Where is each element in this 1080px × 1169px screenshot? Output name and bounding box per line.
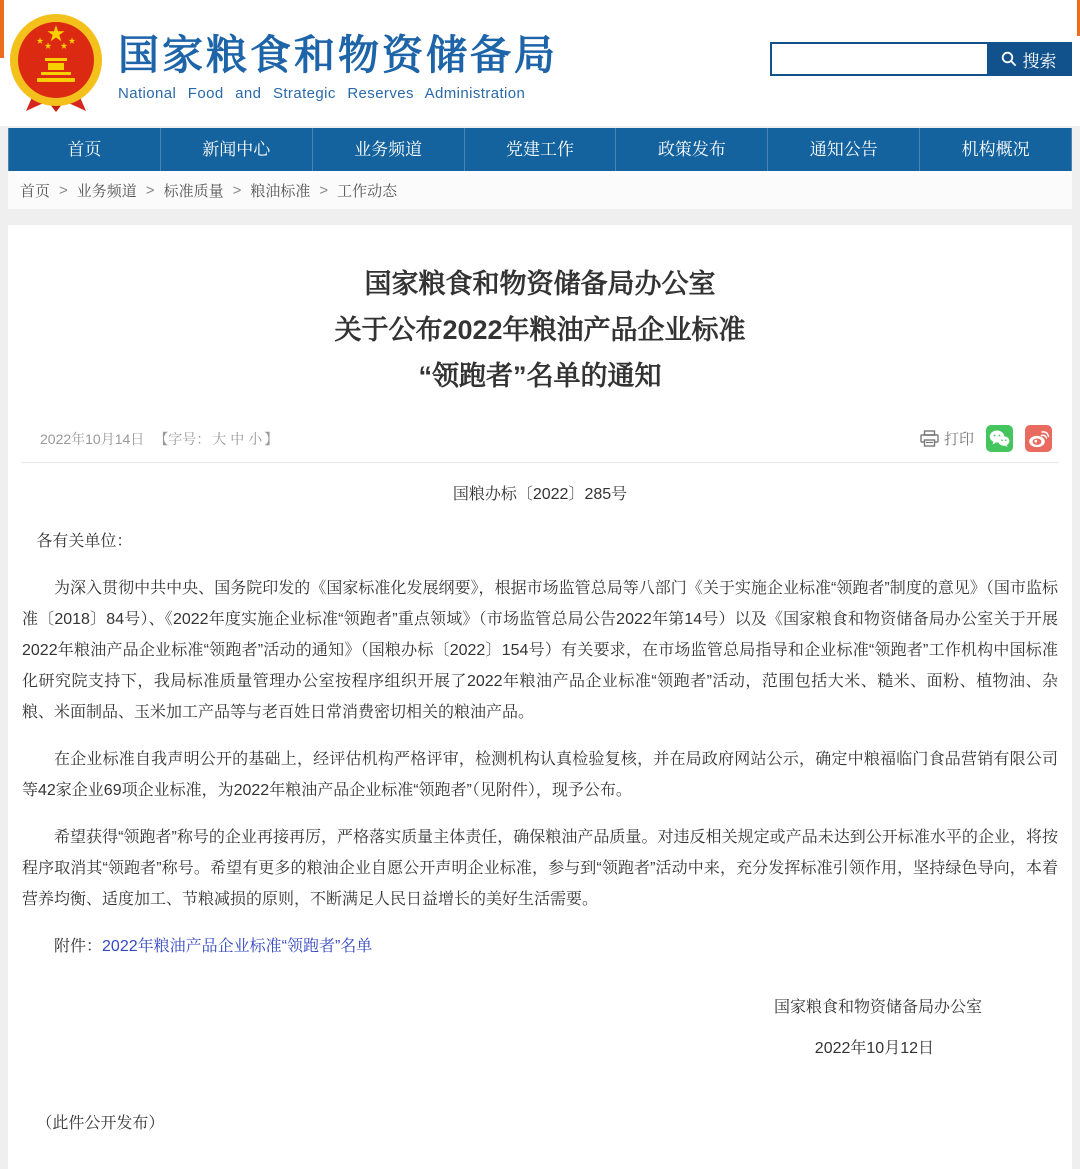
- site-title-block: [118, 25, 558, 102]
- site-name-en: National Food and Strategic Reserves Administration: [118, 84, 526, 102]
- print-button[interactable]: [920, 428, 974, 449]
- share-wechat-button[interactable]: [986, 425, 1013, 452]
- article-title: [22, 261, 1058, 399]
- main-nav: [8, 128, 1072, 171]
- weibo-icon: [1028, 429, 1049, 448]
- font-size-small[interactable]: 小: [248, 430, 263, 447]
- search-input[interactable]: [772, 44, 987, 74]
- search-button[interactable]: [987, 44, 1070, 74]
- search-button-label: 搜索: [1022, 51, 1057, 71]
- signature-organization: 国家粮食和物资储备局办公室: [773, 999, 982, 1016]
- page-edge-accent-left: [0, 0, 4, 58]
- article-meta-right: [920, 425, 1052, 452]
- article-card: [8, 225, 1072, 1169]
- attachment-link[interactable]: 2022年粮油产品企业标准“领跑者”名单: [102, 938, 373, 955]
- article-title-line-3: “领跑者”名单的通知: [418, 361, 662, 391]
- breadcrumb-separator: >: [232, 181, 242, 199]
- breadcrumb: [8, 171, 1072, 209]
- article-body: [22, 526, 1058, 1139]
- nav-item-news[interactable]: 新闻中心: [161, 128, 313, 171]
- print-label: 打印: [943, 431, 974, 448]
- publish-date: 2022年10月14日: [40, 430, 145, 447]
- breadcrumb-current-work-news: 工作动态: [337, 182, 398, 200]
- font-size-prefix: 【字号：: [154, 430, 211, 447]
- layout-gap: [8, 209, 1072, 225]
- share-weibo-button[interactable]: [1025, 425, 1052, 452]
- font-size-control: [154, 429, 278, 449]
- paragraph-2: 在企业标准自我声明公开的基础上，经评估机构严格评审，检测机构认真检验复核，并在局政府网站公示，确定中粮福临门食品营销有限公司等42家企业69项企业标准，为2022年粮油产品企业标准“领跑者”（见附件），现予公布。: [22, 751, 1058, 799]
- attachment-label: 附件：: [54, 938, 103, 955]
- nav-item-home[interactable]: 首页: [8, 128, 161, 171]
- breadcrumb-separator: >: [145, 181, 155, 199]
- font-size-medium[interactable]: 中: [230, 430, 245, 447]
- paragraph-1: 为深入贯彻中共中央、国务院印发的《国家标准化发展纲要》，根据市场监管总局等八部门《关于实施企业标准“领跑者”制度的意见》（国市监标准〔2018〕84号）、《2022年度实施企业标准“领跑者”重点领域》（市场监管总局公告2022年第14号）以及《国家粮食和物资储备局办公室关于开展2022年粮油产品企业标准“领跑者”活动的通知》（国粮办标〔2022〕154号）有关要求，在市场监管总局指导和企业标准“领跑者”工作机构中国标准化研究院支持下，我局标准质量管理办公室按程序组织开展了2022年粮油产品企业标准“领跑者”活动，范围包括大米、糙米、面粉、植物油、杂粮、米面制品、玉米加工产品等与老百姓日常消费密切相关的粮油产品。: [22, 580, 1058, 721]
- search-icon: [1001, 51, 1017, 67]
- font-size-suffix: 】: [264, 430, 279, 447]
- site-logo-home-link[interactable]: [8, 12, 558, 114]
- nav-item-party[interactable]: 党建工作: [465, 128, 617, 171]
- attachment-row: [22, 931, 1058, 962]
- breadcrumb-home[interactable]: 首页: [20, 182, 51, 200]
- document-number: 国粮办标〔2022〕285号: [452, 486, 628, 503]
- article-title-line-1: 国家粮食和物资储备局办公室: [364, 269, 716, 299]
- nav-item-business[interactable]: 业务频道: [313, 128, 465, 171]
- breadcrumb-grain-oil-standards[interactable]: 粮油标准: [250, 182, 311, 200]
- signature-date: 2022年10月12日: [814, 1040, 934, 1057]
- site-name-zh: 国家粮食和物资储备局: [118, 31, 558, 78]
- breadcrumb-standards-quality[interactable]: 标准质量: [163, 182, 224, 200]
- nav-item-notices[interactable]: 通知公告: [768, 128, 920, 171]
- nav-item-policy[interactable]: 政策发布: [616, 128, 768, 171]
- nav-item-organization[interactable]: 机构概况: [920, 128, 1072, 171]
- public-release-note: （此件公开发布）: [36, 1115, 165, 1132]
- site-header: [0, 0, 1080, 126]
- paragraph-3: 希望获得“领跑者”称号的企业再接再厉，严格落实质量主体责任，确保粮油产品质量。对违反相关规定或产品未达到公开标准水平的企业，将按程序取消其“领跑者”称号。希望有更多的粮油企业自愿公开声明企业标准，参与到“领跑者”活动中来，充分发挥标准引领作用，坚持绿色导向，本着营养均衡、适度加工、节粮减损的原则，不断满足人民日益增长的美好生活需要。: [22, 829, 1058, 908]
- article-meta-left: [40, 429, 278, 449]
- search-box: [770, 42, 1072, 76]
- article-meta-row: [22, 425, 1058, 452]
- article-title-line-2: 关于公布2022年粮油产品企业标准: [334, 315, 746, 345]
- font-size-large[interactable]: 大: [212, 430, 227, 447]
- national-emblem-icon: [8, 12, 104, 114]
- breadcrumb-separator: >: [319, 181, 329, 199]
- wechat-icon: [989, 429, 1010, 448]
- salutation: 各有关单位：: [36, 533, 133, 550]
- meta-divider: [22, 462, 1058, 463]
- printer-icon: [920, 430, 939, 447]
- breadcrumb-separator: >: [59, 181, 68, 199]
- breadcrumb-business[interactable]: 业务频道: [76, 182, 137, 200]
